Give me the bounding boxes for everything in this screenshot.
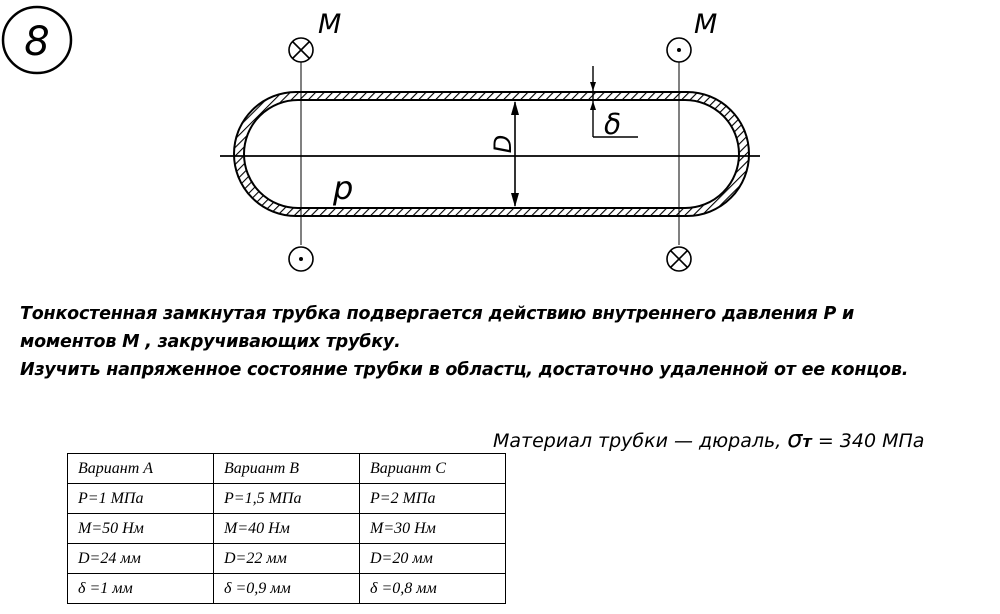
moment-cross-icon bbox=[289, 38, 313, 62]
table-row bbox=[68, 484, 506, 514]
table-cell: M=30 Нм bbox=[360, 514, 506, 544]
problem-number-badge bbox=[3, 7, 71, 73]
table-cell: Вариант С bbox=[360, 454, 506, 484]
table-row bbox=[68, 454, 506, 484]
diameter-label: D bbox=[489, 134, 517, 154]
material-value: = 340 МПа bbox=[817, 430, 925, 452]
table-row bbox=[68, 544, 506, 574]
moment-label: M bbox=[694, 9, 718, 40]
table-cell: P=1,5 МПа bbox=[214, 484, 360, 514]
problem-text-line: Изучить напряженное состояние трубки в областц, достаточно удаленной от ее концов. bbox=[20, 360, 909, 380]
tube-diagram bbox=[0, 0, 1000, 300]
moment-cross-icon bbox=[667, 247, 691, 271]
moment-label: M bbox=[318, 9, 342, 40]
moment-dot-icon bbox=[667, 38, 691, 62]
material-prefix: Материал трубки — дюраль, bbox=[493, 430, 782, 452]
moment-dot-icon bbox=[289, 247, 313, 271]
table-cell: M=50 Нм bbox=[68, 514, 214, 544]
table-cell: P=2 МПа bbox=[360, 484, 506, 514]
sigma-symbol: σ bbox=[787, 425, 803, 453]
table-cell: Вариант В bbox=[214, 454, 360, 484]
table-cell: δ =1 мм bbox=[68, 574, 214, 604]
table-cell: δ =0,9 мм bbox=[214, 574, 360, 604]
table-cell: M=40 Нм bbox=[214, 514, 360, 544]
table-row bbox=[68, 514, 506, 544]
problem-number: 8 bbox=[24, 19, 50, 65]
problem-text-line: Тонкостенная замкнутая трубка подвергается действию внутреннего давления P и bbox=[20, 304, 855, 324]
problem-text-line: моментов M , закручивающих трубку. bbox=[20, 332, 401, 352]
table-cell: D=20 мм bbox=[360, 544, 506, 574]
table-cell: Вариант А bbox=[68, 454, 214, 484]
sigma-subscript: т bbox=[802, 432, 812, 451]
table-row bbox=[68, 574, 506, 604]
table-cell: D=22 мм bbox=[214, 544, 360, 574]
problem-statement bbox=[20, 300, 995, 384]
variants-table bbox=[67, 453, 506, 604]
table-cell: δ =0,8 мм bbox=[360, 574, 506, 604]
table-cell: D=24 мм bbox=[68, 544, 214, 574]
thickness-label: δ bbox=[604, 108, 622, 141]
material-line bbox=[493, 425, 924, 453]
pressure-label: p bbox=[333, 169, 354, 207]
table-cell: P=1 МПа bbox=[68, 484, 214, 514]
